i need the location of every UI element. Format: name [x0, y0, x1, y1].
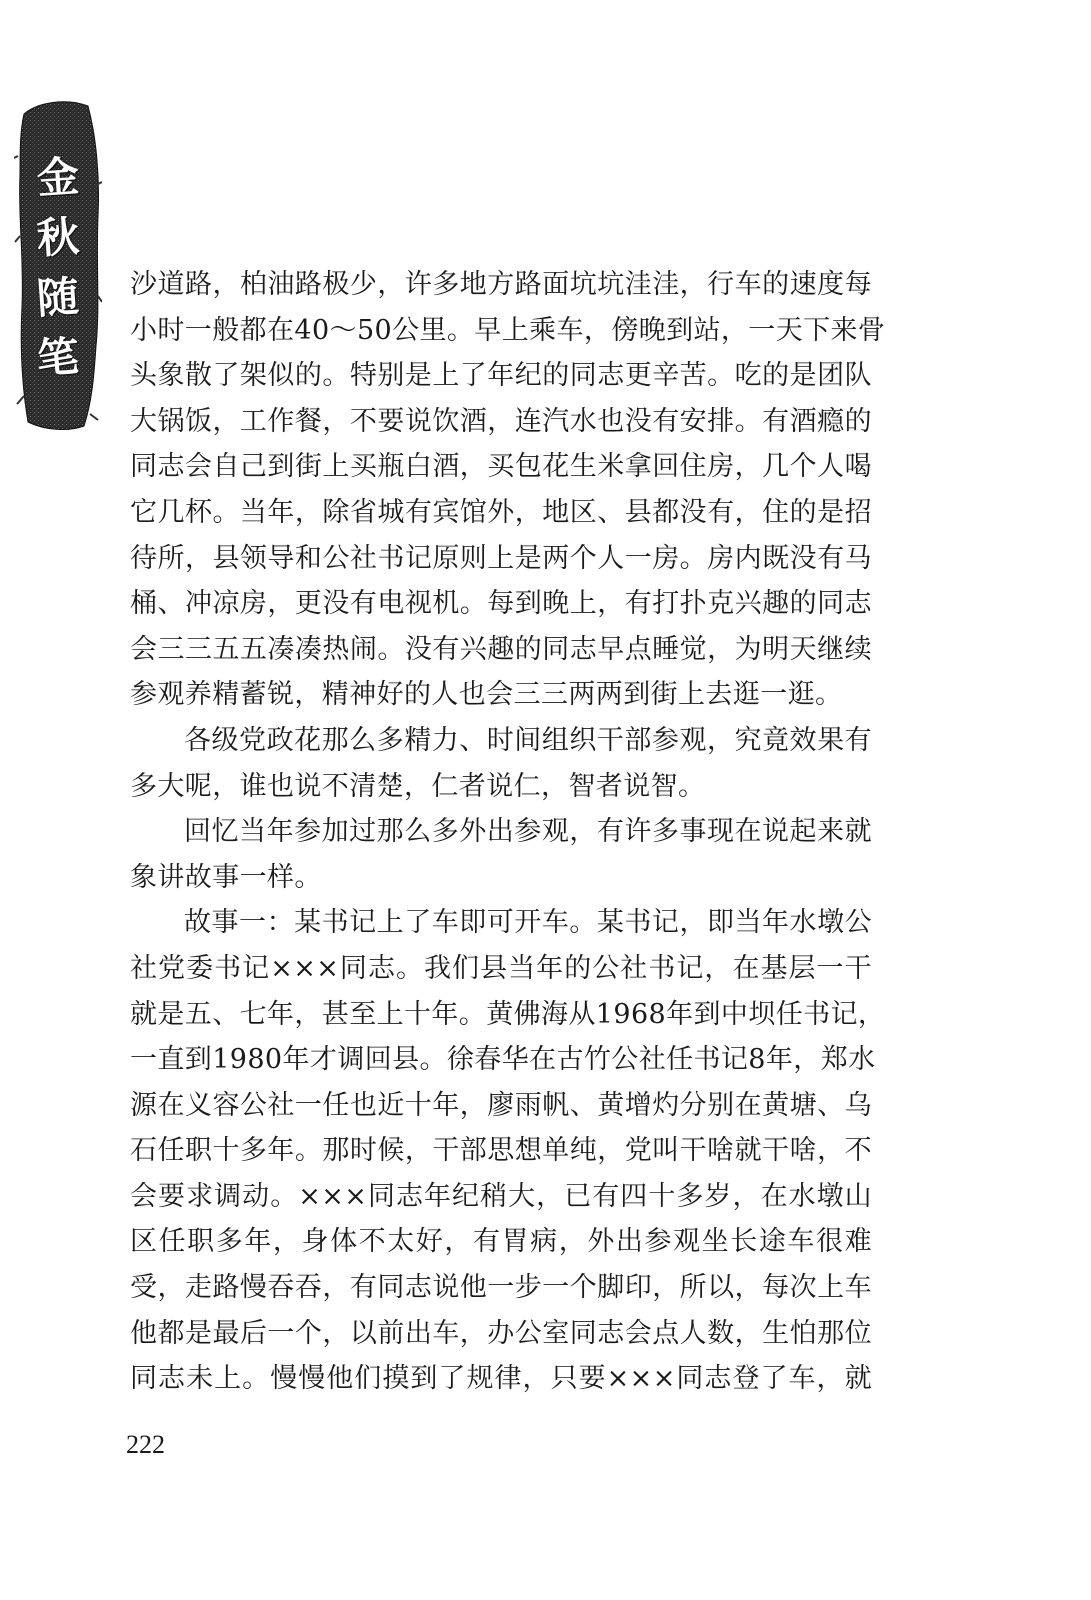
- text-line: 头象散了架似的。特别是上了年纪的同志更辛苦。吃的是团队: [130, 360, 872, 392]
- text-line: 源在义容公社一任也近十年，廖雨帆、黄增灼分别在黄塘、乌: [130, 1089, 872, 1121]
- text-line: 多大呢，谁也说不清楚，仁者说仁，智者说智。: [130, 770, 706, 802]
- text-line: 象讲故事一样。: [130, 861, 322, 893]
- banner-char: 随: [35, 271, 81, 324]
- text-line: 会三三五五凑凑热闹。没有兴趣的同志早点睡觉，为明天继续: [130, 633, 872, 665]
- text-line: 同志会自己到街上买瓶白酒，买包花生米拿回住房，几个人喝: [130, 451, 872, 483]
- section-banner: [14, 96, 102, 434]
- text-line: 会要求调动。×××同志年纪稍大，已有四十多岁，在水墩山: [130, 1180, 872, 1212]
- body-text: [130, 262, 886, 1402]
- banner-char: 金: [35, 151, 81, 204]
- banner-char: 笔: [35, 331, 81, 384]
- text-line: 故事一：某书记上了车即可开车。某书记，即当年水墩公: [184, 907, 872, 939]
- text-line: 桶、冲凉房，更没有电视机。每到晚上，有打扑克兴趣的同志: [130, 588, 872, 620]
- text-line: 石任职十多年。那时候，干部思想单纯，党叫干啥就干啥，不: [130, 1135, 872, 1167]
- text-line: 小时一般都在40～50公里。早上乘车，傍晚到站，一天下来骨: [130, 314, 886, 346]
- page-number: 222: [126, 1430, 165, 1459]
- text-line: 参观养精蓄锐，精神好的人也会三三两两到街上去逛一逛。: [130, 679, 843, 711]
- banner-title: [14, 96, 102, 434]
- text-line: 沙道路，柏油路极少，许多地方路面坑坑洼洼，行车的速度每: [130, 269, 872, 300]
- banner-char: 秋: [35, 211, 81, 264]
- text-line: 待所，县领导和公社书记原则上是两个人一房。房内既没有马: [130, 542, 872, 574]
- text-line: 他都是最后一个，以前出车，办公室同志会点人数，生怕那位: [130, 1317, 872, 1349]
- text-line: 各级党政花那么多精力、时间组织干部参观，究竟效果有: [184, 724, 872, 756]
- text-line: 回忆当年参加过那么多外出参观，有许多事现在说起来就: [184, 816, 872, 848]
- text-line: 同志未上。慢慢他们摸到了规律，只要×××同志登了车，就: [130, 1363, 872, 1395]
- text-line: 社党委书记×××同志。我们县当年的公社书记，在基层一干: [130, 952, 872, 984]
- text-line: 受，走路慢吞吞，有同志说他一步一个脚印，所以，每次上车: [130, 1272, 872, 1304]
- text-line: 一直到1980年才调回县。徐春华在古竹公社任书记8年，郑水: [130, 1044, 876, 1076]
- text-line: 区任职多年，身体不太好，有胃病，外出参观坐长途车很难: [130, 1226, 872, 1258]
- text-line: 它几杯。当年，除省城有宾馆外，地区、县都没有，住的是招: [130, 496, 872, 528]
- text-line: 大锅饭，工作餐，不要说饮酒，连汽水也没有安排。有酒瘾的: [130, 405, 872, 437]
- text-line: 就是五、七年，甚至上十年。黄佛海从1968年到中坝任书记，: [130, 998, 886, 1030]
